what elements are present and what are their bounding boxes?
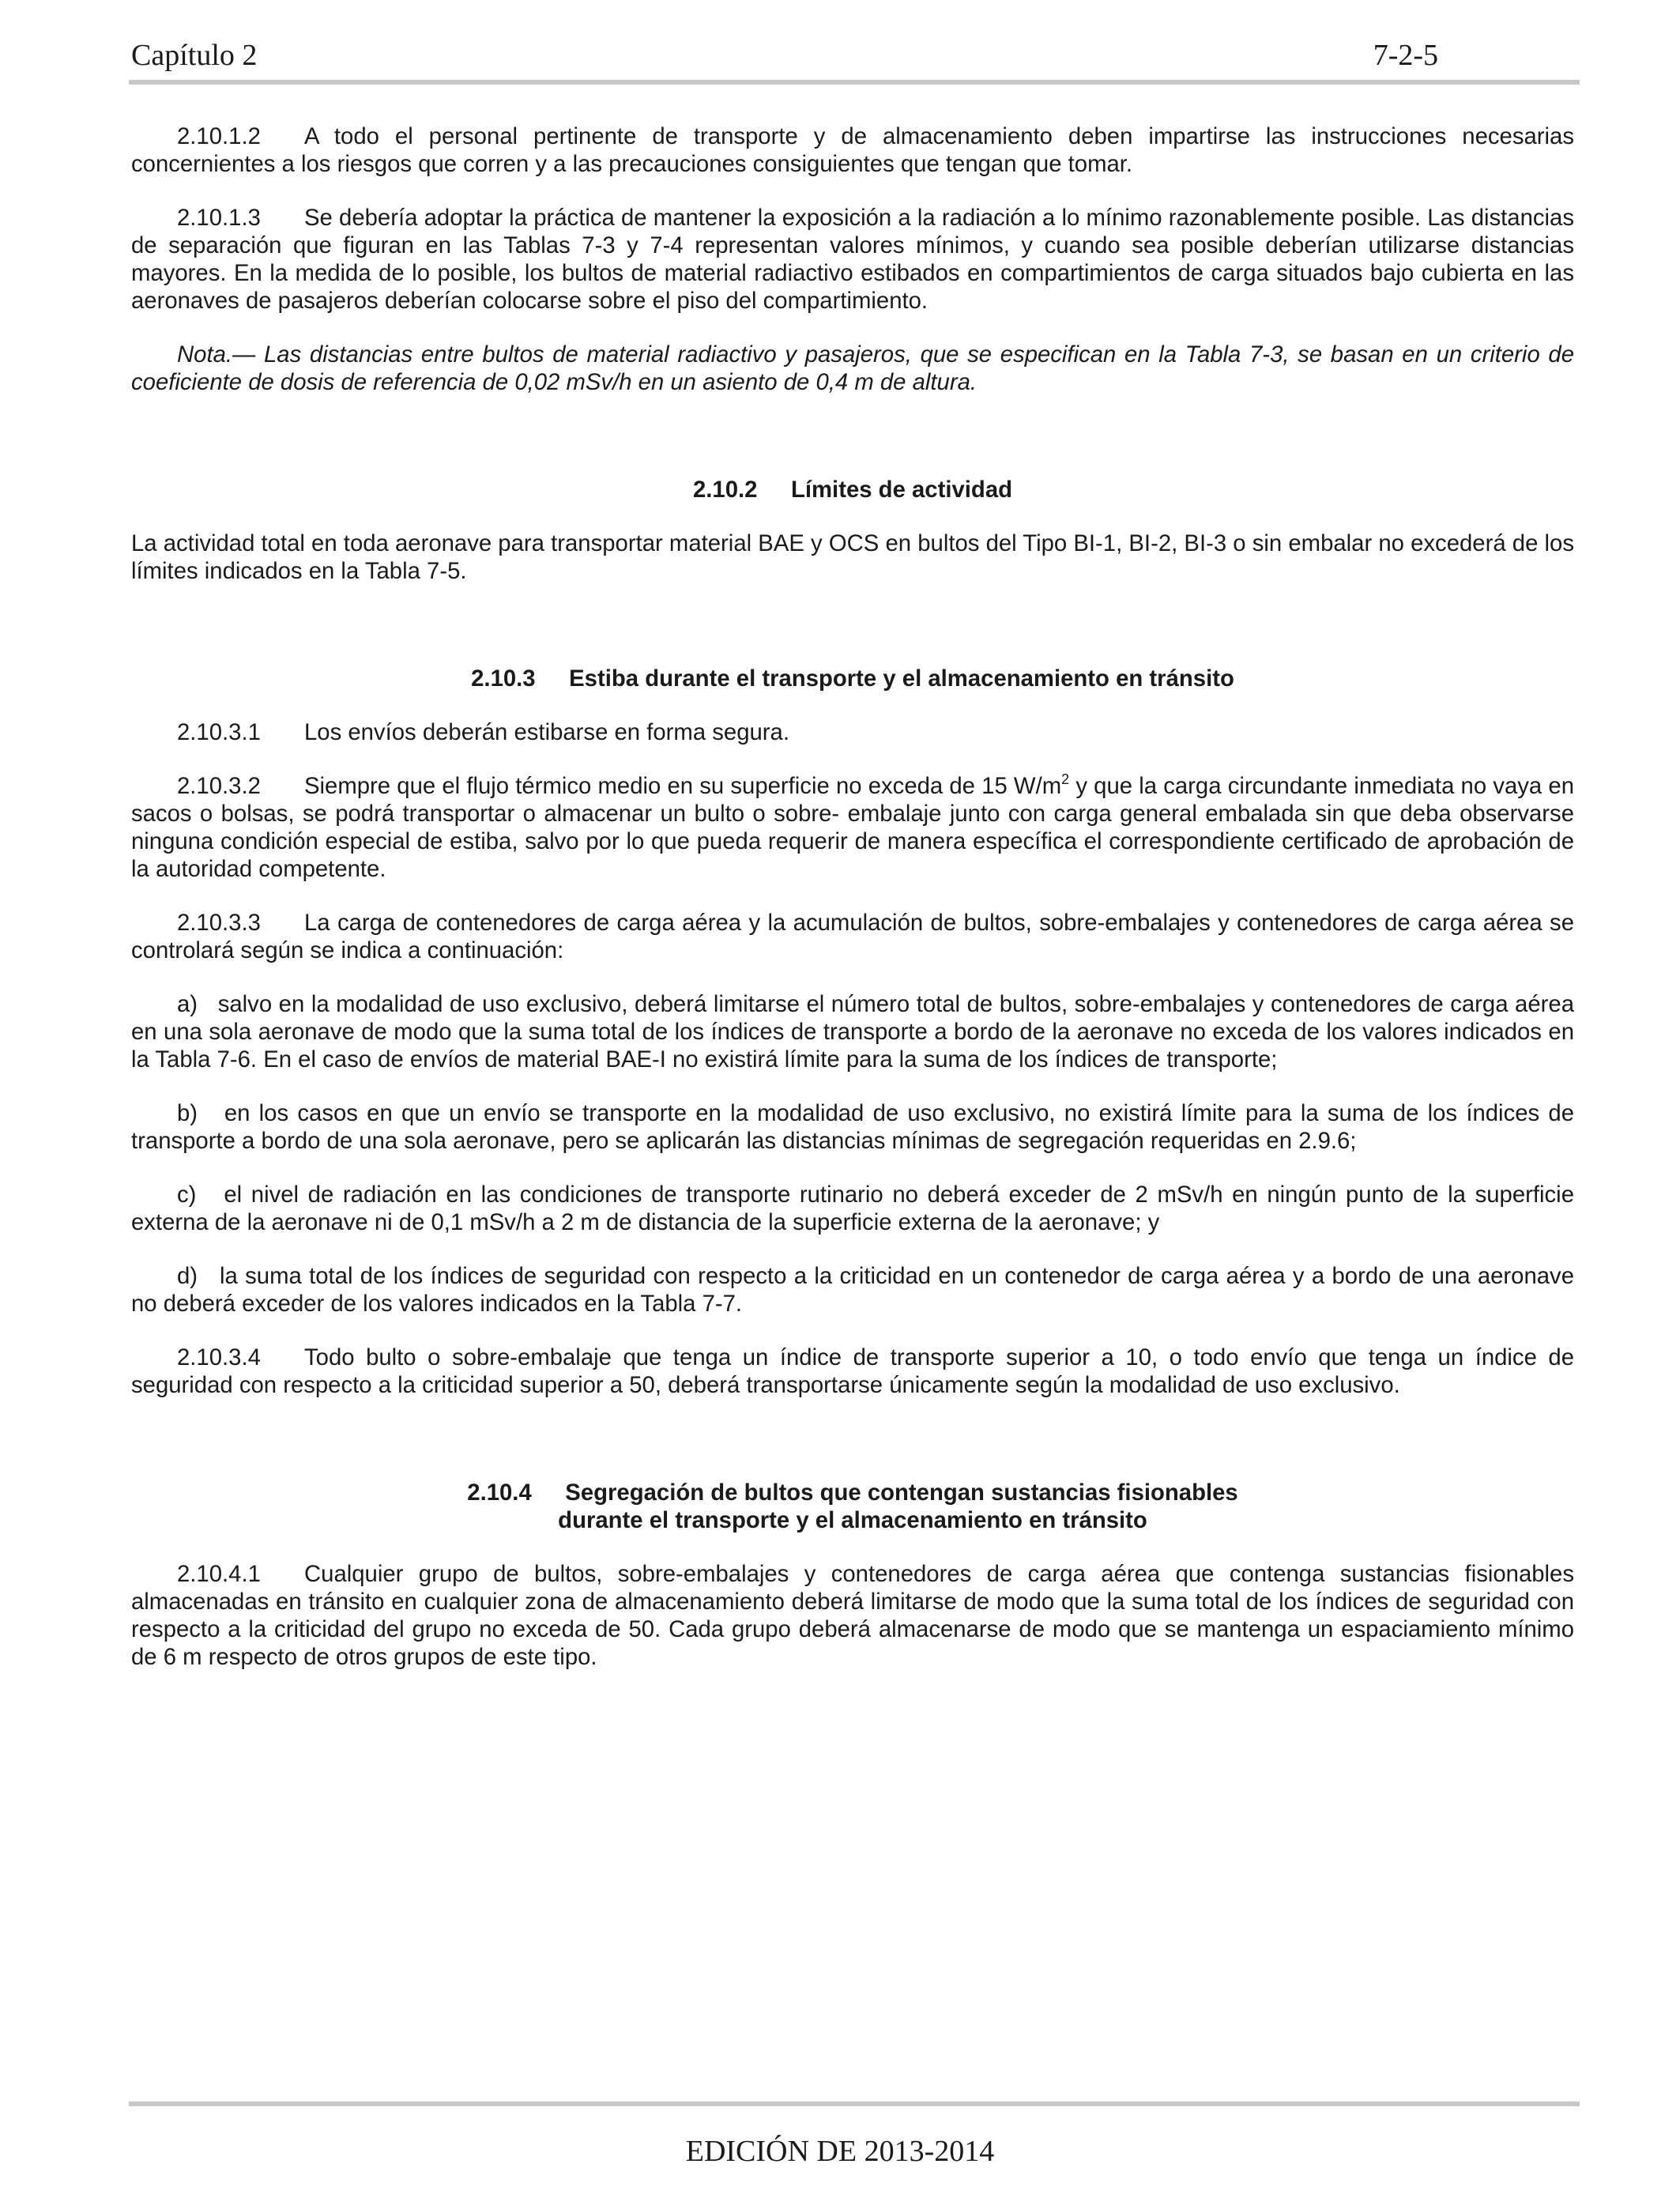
list-item-label: b) bbox=[177, 1100, 198, 1126]
paragraph-text: Cualquier grupo de bultos, sobre-embalajes y contenedores de carga aérea que contenga sustancias fisionables almacenadas en tránsito en cualquier zona de almacenamiento deberá limitarse de modo que la suma total de los índices de seguridad con respecto a la criticidad del grupo no exceda de 50. Cada grupo deberá almacenarse de modo que se mantenga un espaciamiento mínimo de 6 m respecto de otros grupos de este tipo. bbox=[131, 1561, 1574, 1670]
section-title-line-1: Segregación de bultos que contengan sustancias fisionables bbox=[565, 1480, 1238, 1506]
section-title-line-2: durante el transporte y el almacenamiento en tránsito bbox=[558, 1507, 1147, 1533]
note-text: Las distancias entre bultos de material radiactivo y pasajeros, que se especifican en la Tabla 7-3, se basan en un criterio de coeficiente de dosis de referencia de 0,02 mSv/h en un asiento de 0,4 m de altura. bbox=[131, 341, 1574, 395]
list-item-label: c) bbox=[177, 1182, 197, 1208]
list-item-d bbox=[131, 1262, 1574, 1318]
section-spacer bbox=[131, 1425, 1574, 1479]
section-title: Límites de actividad bbox=[790, 477, 1013, 503]
footer-rule bbox=[129, 2102, 1580, 2106]
paragraph-text: Siempre que el flujo térmico medio en su superficie no exceda de 15 W/m bbox=[304, 773, 1062, 799]
list-item-text: en los casos en que un envío se transporte en la modalidad de uso exclusivo, no existirá límite para la suma de los índices de transporte a bordo de una sola aeronave, pero se aplicarán las distancias mínimas de segregación requeridas en 2.9.6; bbox=[131, 1100, 1574, 1154]
note-paragraph bbox=[131, 341, 1574, 396]
paragraph-2-10-2: La actividad total en toda aeronave para transportar material BAE y OCS en bultos del Tipo BI-1, BI-2, BI-3 o sin embalar no excederá de los límites indicados en la Tabla 7-5. bbox=[131, 530, 1574, 584]
paragraph-text: La carga de contenedores de carga aérea y la acumulación de bultos, sobre-embalajes y contenedores de carga aérea se controlará según se indica a continuación: bbox=[131, 910, 1574, 963]
paragraph-text-cont: y que la carga circundante inmediata no vaya en sacos o bolsas, se podrá transportar o almacenar un bulto o sobre- embalaje junto con carga general embalada sin que deba observarse ninguna condición especial de estiba, salvo por lo que pueda requerir de manera específica el correspondiente certificado de aprobación de la autoridad competente. bbox=[131, 773, 1574, 882]
section-heading-2-10-2 bbox=[131, 476, 1574, 503]
page-number: 7-2-5 bbox=[1373, 39, 1438, 72]
paragraph-2-10-3-1 bbox=[131, 718, 1574, 746]
paragraph-2-10-3-2 bbox=[131, 772, 1574, 883]
page-header bbox=[129, 33, 1438, 77]
paragraph-number: 2.10.3.3 bbox=[177, 910, 261, 936]
list-item-label: a) bbox=[177, 991, 198, 1017]
section-heading-2-10-4 bbox=[131, 1479, 1574, 1534]
chapter-label: Capítulo 2 bbox=[131, 39, 258, 72]
superscript: 2 bbox=[1061, 771, 1070, 787]
section-number: 2.10.2 bbox=[692, 477, 758, 503]
list-item-text: el nivel de radiación en las condiciones de transporte rutinario no deberá exceder de 2 mSv/h en ningún punto de la superficie externa de la aeronave ni de 0,1 mSv/h a 2 m de distancia de la superficie externa de la aeronave; y bbox=[131, 1182, 1574, 1235]
paragraph-number: 2.10.4.1 bbox=[177, 1561, 261, 1587]
header-rule bbox=[129, 80, 1580, 85]
paragraph-2-10-3-4 bbox=[131, 1344, 1574, 1399]
paragraph-2-10-3-3 bbox=[131, 909, 1574, 964]
paragraph-number: 2.10.1.2 bbox=[177, 123, 261, 149]
paragraph-text: Se debería adoptar la práctica de mantener la exposición a la radiación a lo mínimo razonablemente posible. Las distancias de separación que figuran en las Tablas 7-3 y 7-4 representan valores mínimos, y cuando sea posible deberían utilizarse distancias mayores. En la medida de lo posible, los bultos de material radiactivo estibados en compartimientos de carga situados bajo cubierta en las aeronaves de pasajeros deberían colocarse sobre el piso del compartimiento. bbox=[131, 205, 1574, 314]
section-number: 2.10.4 bbox=[467, 1480, 532, 1506]
paragraph-number: 2.10.3.4 bbox=[177, 1344, 261, 1370]
section-title: Estiba durante el transporte y el almacenamiento en tránsito bbox=[569, 665, 1234, 692]
paragraph-text: Todo bulto o sobre-embalaje que tenga un índice de transporte superior a 10, o todo envío que tenga un índice de seguridad con respecto a la criticidad superior a 50, deberá transportarse únicamente según la modalidad de uso exclusivo. bbox=[131, 1344, 1574, 1398]
note-label: Nota.— bbox=[177, 341, 256, 368]
list-item-c bbox=[131, 1181, 1574, 1236]
section-spacer bbox=[131, 422, 1574, 476]
list-item-b bbox=[131, 1099, 1574, 1155]
paragraph-2-10-1-2 bbox=[131, 123, 1574, 178]
section-number: 2.10.3 bbox=[471, 665, 536, 692]
paragraph-text: A todo el personal pertinente de transporte y de almacenamiento deben impartirse las instrucciones necesarias concernientes a los riesgos que corren y a las precauciones consiguientes que tengan que tomar. bbox=[131, 123, 1574, 177]
section-spacer bbox=[131, 611, 1574, 665]
list-item-label: d) bbox=[177, 1263, 198, 1289]
section-heading-2-10-3 bbox=[131, 665, 1574, 692]
list-item-a bbox=[131, 990, 1574, 1073]
paragraph-number: 2.10.3.2 bbox=[177, 773, 261, 799]
paragraph-number: 2.10.3.1 bbox=[177, 719, 261, 745]
list-item-text: la suma total de los índices de seguridad con respecto a la criticidad en un contenedor de carga aérea y a bordo de una aeronave no deberá exceder de los valores indicados en la Tabla 7-7. bbox=[131, 1263, 1574, 1317]
paragraph-number: 2.10.1.3 bbox=[177, 205, 261, 231]
paragraph-2-10-1-3 bbox=[131, 204, 1574, 315]
paragraph-text: Los envíos deberán estibarse en forma segura. bbox=[304, 719, 789, 745]
document-body bbox=[131, 123, 1574, 1697]
edition-footer: EDICIÓN DE 2013-2014 bbox=[685, 2135, 995, 2168]
list-item-text: salvo en la modalidad de uso exclusivo, deberá limitarse el número total de bultos, sobre-embalajes y contenedores de carga aérea en una sola aeronave de modo que la suma total de los índices de transporte a bordo de la aeronave no exceda de los valores indicados en la Tabla 7-6. En el caso de envíos de material BAE-I no existirá límite para la suma de los índices de transporte; bbox=[131, 991, 1574, 1072]
paragraph-2-10-4-1 bbox=[131, 1560, 1574, 1671]
